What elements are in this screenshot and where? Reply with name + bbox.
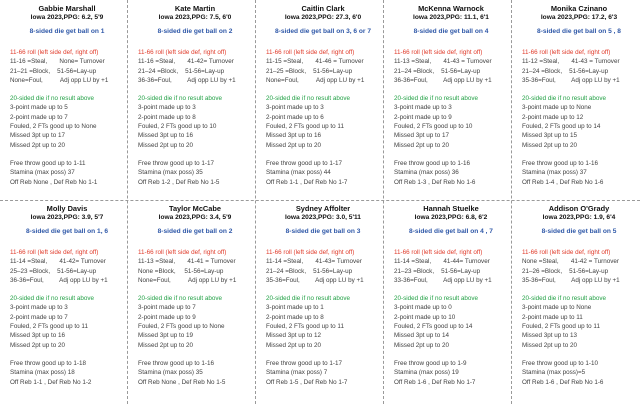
ft-stat-line: Free throw good up to 1-9 [394,359,467,367]
die-header: 20-sided die if no result above [138,295,223,303]
die-result-line: Fouled, 2 FTs good up to 10 [394,123,473,131]
roll-result-line: 33-36=Foul, Adj opp LU by +1 [394,276,492,284]
roll-result-line: 21–24 =Block, 51-56=Lay-up [522,67,609,75]
free-throw-stamina-rebounds [266,159,380,187]
player-card [0,0,128,200]
player-stats: Iowa 2023,PPG: 27.3, 6'0 [284,14,362,21]
player-stats: Iowa 2023,PPG: 3.0, 5'11 [285,214,361,221]
cut-line-vertical [511,0,512,404]
cut-line-vertical [255,0,256,404]
die-result-line: 3-point made up to 1 [266,304,324,312]
roll-result-line: 35-36=Foul, Adj opp LU by +1 [522,276,620,284]
die-result-line: 3-point made up to None [522,304,592,312]
player-card [384,200,512,404]
die-result-line: Fouled, 2 FTs good up to 14 [522,123,601,131]
die-header: 20-sided die if no result above [394,95,479,103]
ft-stat-line: Stamina (max poss) 19 [394,369,459,377]
roll-result-line: 21–24 =Block, 51-56=Lay-up [394,67,481,75]
player-card [0,200,128,404]
roll-header: 11-66 roll (left side def, right off) [522,49,611,56]
roll-header: 11-66 roll (left side def, right off) [266,249,355,256]
roll-result-line: 11-14 =Steal, 41-44= Turnover [394,258,490,266]
die-result-line: Missed 3pt up to 19 [138,332,193,340]
roll-header: 11-66 roll (left side def, right off) [394,49,483,56]
player-name: Gabbie Marshall [38,4,96,13]
roll-results [394,257,508,285]
ft-stat-line: Off Reb 1-6 , Def Reb No 1-6 [522,378,604,386]
die-result-line: Missed 2pt up to 20 [394,141,449,149]
roll-result-line: None=Foul, Adj opp LU by +1 [10,76,109,84]
die-result-line: Fouled, 2 FTs good up to 11 [266,323,344,331]
roll-header: 11-66 roll (left side def, right off) [522,249,611,256]
roll-header: 11-66 roll (left side def, right off) [138,249,227,256]
player-stats: Iowa 2023,PPG: 3.4, 5'9 [158,214,232,221]
die-header: 20-sided die if no result above [10,295,95,303]
die-results [522,303,636,349]
player-stats: Iowa 2023,PPG: 11.1, 6'1 [413,14,489,21]
ft-stat-line: Off Reb 1-3 , Def Reb No 1-6 [394,178,476,186]
die-result-line: 3-point made up to 3 [10,304,68,312]
get-ball-rule: 8-sided die get ball on 2 [157,28,233,35]
die-result-line: Fouled, 2 FTs good up to None [138,323,225,331]
roll-result-line: 11-16 =Steal, 41-42= Turnover [138,58,234,66]
player-card [384,0,512,200]
die-header: 20-sided die if no result above [266,95,351,103]
die-results [138,303,252,349]
player-stats: Iowa 2023,PPG: 7.5, 6'0 [158,14,232,21]
roll-result-line: 35-36=Foul, Adj opp LU by +1 [522,76,620,84]
roll-result-line: 11-15 =Steal, 41-46 = Turnover [266,58,364,66]
roll-result-line: 21–24 =Block, 51-56=Lay-up [266,267,353,275]
free-throw-stamina-rebounds [522,159,636,187]
die-header: 20-sided die if no result above [138,95,223,103]
ft-stat-line: Stamina (max poss) 36 [394,169,459,177]
player-card [512,0,640,200]
get-ball-rule: 8-sided die get ball on 5 [541,228,617,235]
roll-result-line: 36-36=Foul, Adj opp LU by +1 [394,76,492,84]
ft-stat-line: Free throw good up to 1-18 [10,359,86,367]
die-result-line: 3-point made up to 7 [138,304,196,312]
die-result-line: 2-point made up to 6 [266,113,324,121]
free-throw-stamina-rebounds [10,159,124,187]
roll-result-line: 36-36=Foul, Adj opp LU by +1 [138,76,236,84]
roll-result-line: None =Steal, 41-42 = Turnover [522,258,619,266]
die-result-line: Missed 3pt up to 13 [522,332,577,340]
roll-result-line: 21–23 =Block, 51-56=Lay-up [394,267,481,275]
cut-line-vertical [127,0,128,404]
roll-results [10,257,124,285]
player-card [256,200,384,404]
ft-stat-line: Stamina (max poss) 37 [522,169,587,177]
die-results [266,103,380,149]
die-result-line: Missed 3pt up to 16 [138,132,193,140]
die-result-line: Missed 2pt up to 20 [10,141,65,149]
ft-stat-line: Stamina (max poss) 35 [138,169,203,177]
roll-result-line: 11-14 =Steal, 41-42= Turnover [10,258,106,266]
die-results [522,103,636,149]
die-result-line: 2-point made up to 7 [10,313,68,321]
die-result-line: 2-point made up to 11 [522,313,583,321]
free-throw-stamina-rebounds [10,359,124,387]
ft-stat-line: Free throw good up to 1-17 [266,359,342,367]
die-results [10,303,124,349]
die-result-line: 2-point made up to 9 [394,113,452,121]
die-result-line: Fouled, 2 FTs good up to 11 [266,123,344,131]
player-name: Hannah Stuelke [423,204,479,213]
ft-stat-line: Off Reb None , Def Reb No 1-1 [10,178,98,186]
get-ball-rule: 8-sided die get ball on 3, 6 or 7 [275,28,371,35]
roll-header: 11-66 roll (left side def, right off) [266,49,355,56]
roll-result-line: 21–24 =Block, 51-56=Lay-up [138,67,225,75]
die-result-line: 2-point made up to 7 [10,113,68,121]
player-stats: Iowa 2023,PPG: 3.9, 5'7 [30,214,104,221]
player-name: McKenna Warnock [418,4,484,13]
free-throw-stamina-rebounds [394,359,508,387]
player-name: Kate Martin [174,4,216,13]
roll-results [266,57,380,85]
free-throw-stamina-rebounds [522,359,636,387]
player-name: Taylor McCabe [168,204,222,213]
die-result-line: Missed 2pt up to 20 [266,141,321,149]
roll-results [266,257,380,285]
die-results [394,303,508,349]
player-stats: Iowa 2023,PPG: 6.2, 5'9 [30,14,104,21]
ft-stat-line: Stamina (max poss) 35 [138,369,203,377]
ft-stat-line: Off Reb 1-1 , Def Reb No 1-2 [10,378,92,386]
die-result-line: 3-point made up to 3 [266,104,324,112]
player-name: Molly Davis [46,204,88,213]
die-result-line: Missed 3pt up to 12 [266,332,321,340]
die-result-line: Fouled, 2 FTs good up to 10 [138,123,217,131]
die-result-line: Missed 2pt up to 20 [266,341,321,349]
die-result-line: Missed 2pt up to 20 [522,341,577,349]
roll-result-line: 11-13 =Steal, 41-41 = Turnover [138,258,236,266]
ft-stat-line: Off Reb 1-2 , Def Reb No 1-5 [138,178,220,186]
cut-line-vertical [383,0,384,404]
get-ball-rule: 8-sided die get ball on 4 [413,28,489,35]
die-result-line: 2-point made up to 8 [138,113,196,121]
roll-result-line: 11-12 =Steal, 41-43 = Turnover [522,58,620,66]
die-result-line: 3-point made up to 3 [394,104,452,112]
die-result-line: Missed 2pt up to 20 [10,341,65,349]
roll-header: 11-66 roll (left side def, right off) [394,249,483,256]
roll-result-line: None=Foul, Adj opp LU by +1 [138,276,237,284]
roll-results [10,57,124,85]
roll-header: 11-66 roll (left side def, right off) [138,49,227,56]
die-result-line: Fouled, 2 FTs good up to None [10,123,97,131]
roll-results [138,57,252,85]
roll-result-line: None=Foul, Adj opp LU by +1 [266,76,365,84]
die-result-line: 3-point made up to 0 [394,304,452,312]
die-result-line: 3-point made up to 5 [10,104,68,112]
die-results [266,303,380,349]
die-header: 20-sided die if no result above [522,295,607,303]
ft-stat-line: Free throw good up to 1-16 [394,159,470,167]
player-name: Addison O'Grady [548,204,610,213]
die-result-line: 2-point made up to 9 [138,313,196,321]
player-name: Sydney Affolter [295,204,351,213]
die-result-line: Missed 3pt up to 16 [266,132,321,140]
die-result-line: 3-point made up to 3 [138,104,196,112]
roll-result-line: 11-14 =Steal, 41-43= Turnover [266,258,362,266]
die-result-line: Missed 3pt up to 17 [10,132,65,140]
die-header: 20-sided die if no result above [394,295,479,303]
free-throw-stamina-rebounds [138,359,252,387]
die-result-line: 2-point made up to 10 [394,313,456,321]
get-ball-rule: 8-sided die get ball on 4 , 7 [409,228,493,235]
ft-stat-line: Free throw good up to 1-17 [266,159,342,167]
ft-stat-line: Free throw good up to 1-16 [138,359,214,367]
player-card [256,0,384,200]
ft-stat-line: Free throw good up to 1-11 [10,159,86,167]
die-header: 20-sided die if no result above [522,95,607,103]
free-throw-stamina-rebounds [266,359,380,387]
free-throw-stamina-rebounds [394,159,508,187]
cut-line-horizontal [0,200,640,201]
player-card [128,200,256,404]
free-throw-stamina-rebounds [138,159,252,187]
roll-result-line: 21–21 =Block, 51-56=Lay-up [10,67,97,75]
get-ball-rule: 8-sided die get ball on 2 [157,228,233,235]
ft-stat-line: Stamina (max poss) 7 [266,369,328,377]
die-results [138,103,252,149]
die-header: 20-sided die if no result above [10,95,95,103]
player-name: Monika Czinano [550,4,608,13]
die-result-line: 2-point made up to 8 [266,313,324,321]
die-result-line: Missed 3pt up to 14 [394,332,449,340]
die-result-line: Missed 3pt up to 15 [522,132,577,140]
get-ball-rule: 8-sided die get ball on 1 [29,28,105,35]
roll-result-line: 35-36=Foul, Adj opp LU by +1 [266,276,364,284]
player-card [512,200,640,404]
die-result-line: 3-point made up to None [522,104,592,112]
die-result-line: Missed 2pt up to 20 [394,341,449,349]
roll-results [522,57,636,85]
ft-stat-line: Free throw good up to 1-17 [138,159,214,167]
ft-stat-line: Off Reb 1-1 , Def Reb No 1-7 [266,178,348,186]
die-result-line: Missed 2pt up to 20 [138,341,193,349]
roll-result-line: 21–25 =Block, 51-56=Lay-up [266,67,353,75]
ft-stat-line: Free throw good up to 1-16 [522,159,598,167]
die-results [10,103,124,149]
roll-result-line: 36-36=Foul, Adj opp LU by +1 [10,276,108,284]
die-result-line: Missed 2pt up to 20 [522,141,577,149]
player-name: Caitlin Clark [301,4,345,13]
get-ball-rule: 8-sided die get ball on 5 , 8 [537,28,621,35]
roll-header: 11-66 roll (left side def, right off) [10,49,99,56]
player-stats: Iowa 2023,PPG: 17.2, 6'3 [540,14,618,21]
ft-stat-line: Stamina (max poss) 44 [266,169,331,177]
ft-stat-line: Off Reb None , Def Reb No 1-5 [138,378,226,386]
roll-result-line: None =Block, 51-56=Lay-up [138,267,224,275]
die-result-line: 2-point made up to 12 [522,113,584,121]
die-results [394,103,508,149]
die-result-line: Missed 3pt up to 16 [10,332,65,340]
die-result-line: Missed 2pt up to 20 [138,141,193,149]
roll-results [138,257,252,285]
player-stats: Iowa 2023,PPG: 1.9, 6'4 [542,214,616,221]
roll-result-line: 11-16 =Steal, None= Turnover [10,58,105,66]
die-result-line: Fouled, 2 FTs good up to 11 [522,323,600,331]
ft-stat-line: Stamina (max poss) 18 [10,369,75,377]
get-ball-rule: 8-sided die get ball on 3 [285,228,361,235]
ft-stat-line: Stamina (max poss)=5 [522,369,586,377]
roll-results [394,57,508,85]
roll-result-line: 21–26 =Block, 51-56=Lay-up [522,267,609,275]
ft-stat-line: Stamina (max poss) 37 [10,169,75,177]
player-card [128,0,256,200]
player-stats: Iowa 2023,PPG: 6.8, 6'2 [414,214,488,221]
die-result-line: Missed 3pt up to 17 [394,132,449,140]
roll-results [522,257,636,285]
ft-stat-line: Off Reb 1-4 , Def Reb No 1-6 [522,178,604,186]
ft-stat-line: Off Reb 1-5 , Def Reb No 1-7 [266,378,348,386]
get-ball-rule: 8-sided die get ball on 1, 6 [25,228,109,235]
die-header: 20-sided die if no result above [266,295,351,303]
ft-stat-line: Off Reb 1-6 , Def Reb No 1-7 [394,378,476,386]
ft-stat-line: Free throw good up to 1-10 [522,359,598,367]
roll-header: 11-66 roll (left side def, right off) [10,249,99,256]
roll-result-line: 25–23 =Block, 51-56=Lay-up [10,267,97,275]
roll-result-line: 11-13 =Steal, 41-43 = Turnover [394,58,492,66]
die-result-line: Fouled, 2 FTs good up to 14 [394,323,473,331]
die-result-line: Fouled, 2 FTs good up to 11 [10,323,88,331]
